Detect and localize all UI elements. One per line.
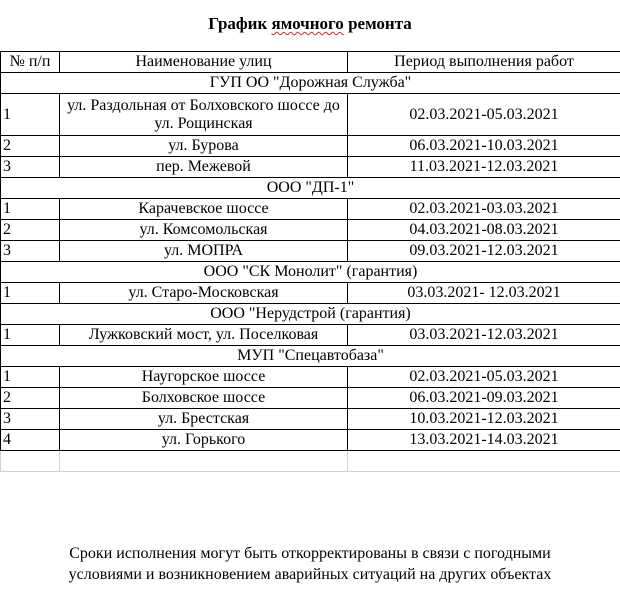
empty-cell xyxy=(348,451,620,472)
street-name: ул. Комсомольская xyxy=(60,220,348,241)
row-number: 3 xyxy=(1,241,60,262)
work-period: 03.03.2021- 12.03.2021 xyxy=(348,283,620,304)
work-period: 10.03.2021-12.03.2021 xyxy=(348,409,620,430)
table-row xyxy=(1,157,620,178)
group-row xyxy=(1,346,620,367)
row-number: 1 xyxy=(1,367,60,388)
street-name: ул. Старо-Московская xyxy=(60,283,348,304)
work-period: 02.03.2021-05.03.2021 xyxy=(348,367,620,388)
work-period: 02.03.2021-03.03.2021 xyxy=(348,199,620,220)
table-row xyxy=(1,409,620,430)
title-tail: ремонта xyxy=(343,14,412,33)
group-name: ООО "СК Монолит" (гарантия) xyxy=(1,262,620,283)
street-name: ул. Бурова xyxy=(60,136,348,157)
work-period: 02.03.2021-05.03.2021 xyxy=(348,94,620,136)
header-period: Период выполнения работ xyxy=(348,52,620,73)
table-row xyxy=(1,283,620,304)
row-number: 2 xyxy=(1,388,60,409)
row-number: 1 xyxy=(1,94,60,136)
empty-cell xyxy=(1,451,60,472)
row-number: 1 xyxy=(1,199,60,220)
street-name: Лужковский мост, ул. Поселковая xyxy=(60,325,348,346)
row-number: 2 xyxy=(1,136,60,157)
work-period: 11.03.2021-12.03.2021 xyxy=(348,157,620,178)
work-period: 03.03.2021-12.03.2021 xyxy=(348,325,620,346)
row-number: 3 xyxy=(1,157,60,178)
row-number: 1 xyxy=(1,325,60,346)
street-name: Карачевское шоссе xyxy=(60,199,348,220)
document-title xyxy=(0,14,620,34)
table-row xyxy=(1,325,620,346)
street-name: Наугорское шоссе xyxy=(60,367,348,388)
row-number: 3 xyxy=(1,409,60,430)
footer-note xyxy=(0,543,620,585)
street-name: пер. Межевой xyxy=(60,157,348,178)
footer-line-2: условиями и возникновением аварийных ситуаций на других объектах xyxy=(68,566,552,583)
group-name: ООО "ДП-1" xyxy=(1,178,620,199)
work-period: 06.03.2021-09.03.2021 xyxy=(348,388,620,409)
header-street: Наименование улиц xyxy=(60,52,348,73)
work-period: 13.03.2021-14.03.2021 xyxy=(348,430,620,451)
group-name: ООО "Нерудстрой (гарантия) xyxy=(1,304,620,325)
header-row xyxy=(1,52,620,73)
group-name: ГУП ОО "Дорожная Служба" xyxy=(1,73,620,94)
street-name: ул. Брестская xyxy=(60,409,348,430)
title-marked-word: ямочного xyxy=(271,14,344,33)
group-row xyxy=(1,73,620,94)
group-row xyxy=(1,262,620,283)
group-row xyxy=(1,178,620,199)
street-name: Болховское шоссе xyxy=(60,388,348,409)
row-number: 1 xyxy=(1,283,60,304)
row-number: 4 xyxy=(1,430,60,451)
title-plain: График xyxy=(208,14,272,33)
work-period: 09.03.2021-12.03.2021 xyxy=(348,241,620,262)
row-number: 2 xyxy=(1,220,60,241)
table-row xyxy=(1,388,620,409)
table-row xyxy=(1,367,620,388)
street-name: ул. Горького xyxy=(60,430,348,451)
footer-line-1: Сроки исполнения могут быть откорректированы в связи с погодными xyxy=(69,545,551,562)
table-row xyxy=(1,94,620,136)
group-row xyxy=(1,304,620,325)
table-row xyxy=(1,430,620,451)
street-name: ул. МОПРА xyxy=(60,241,348,262)
table-row xyxy=(1,199,620,220)
repair-schedule-table xyxy=(0,51,620,472)
table-body xyxy=(1,73,620,472)
header-num: № п/п xyxy=(1,52,60,73)
table-row xyxy=(1,241,620,262)
empty-cell xyxy=(60,451,348,472)
table-row xyxy=(1,220,620,241)
table-row xyxy=(1,136,620,157)
group-name: МУП "Спецавтобаза" xyxy=(1,346,620,367)
empty-row xyxy=(1,451,620,472)
work-period: 04.03.2021-08.03.2021 xyxy=(348,220,620,241)
work-period: 06.03.2021-10.03.2021 xyxy=(348,136,620,157)
street-name: ул. Раздольная от Болховского шоссе до ул. Рощинская xyxy=(60,94,348,136)
